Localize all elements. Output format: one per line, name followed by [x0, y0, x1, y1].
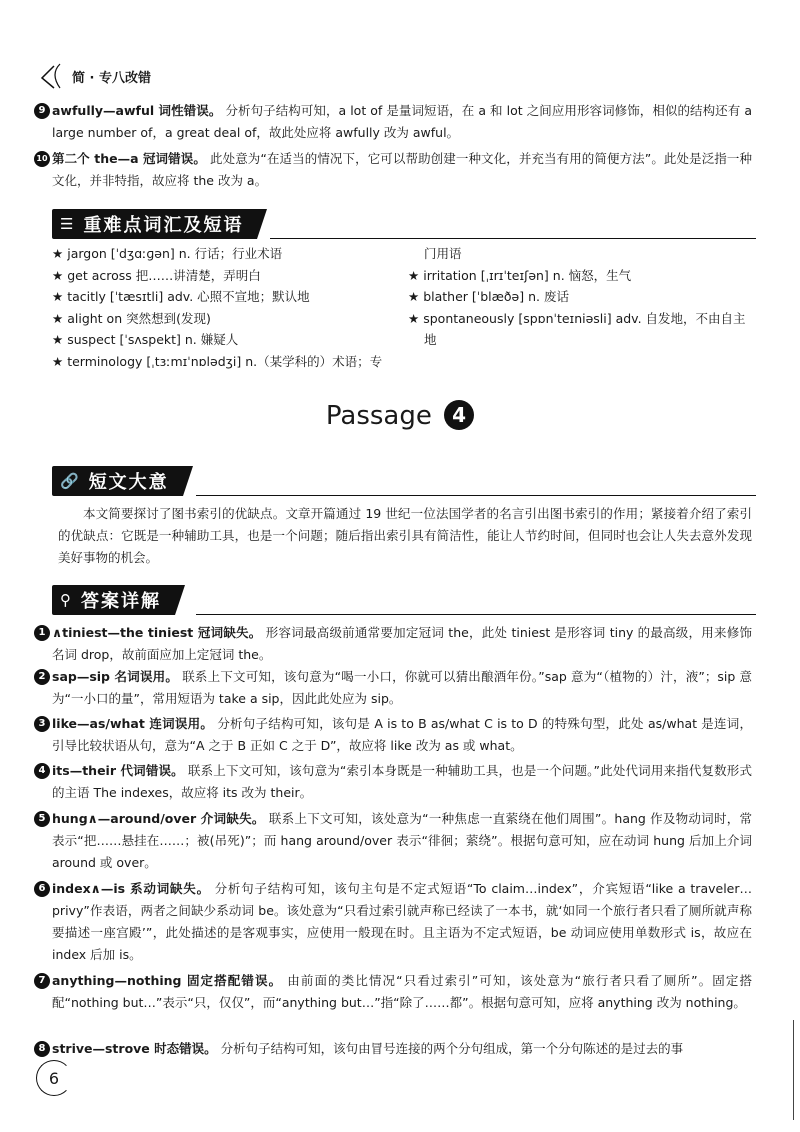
- item-number-badge: 2: [34, 669, 50, 685]
- vocab-entry: ★ jargon [ˈdʒɑːɡən] n. 行话；行业术语: [52, 246, 283, 261]
- passage-label: Passage: [325, 401, 432, 431]
- answer-item-1: [38, 622, 752, 666]
- item-body: 联系上下文可知，该句意为“喝一小口，你就可以猜出酿酒年份。”sap 意为“（植物的）汁，液”；sip 意为“一小口的量”，常用短语为 take a sip，因此此处应为 sip。: [52, 669, 752, 706]
- answer-item-8: [38, 1038, 752, 1060]
- item-title: like—as/what 连词误用。: [52, 716, 214, 731]
- page-number: 6: [36, 1060, 72, 1096]
- item-title: anything—nothing 固定搭配错误。: [52, 973, 283, 988]
- magnifier-icon: ⚲: [60, 591, 73, 609]
- item-number-badge: 7: [34, 973, 50, 989]
- vocab-entry: ★ alight on 突然想到(发现): [52, 310, 211, 326]
- passage-heading: [0, 400, 800, 431]
- item-body: 分析句子结构可知，该句由冒号连接的两个分句组成，第一个分句陈述的是过去的事: [220, 1041, 684, 1056]
- section-title: 短文大意: [88, 472, 169, 493]
- section-title: 重难点词汇及短语: [83, 215, 244, 236]
- item-number-badge: 10: [34, 151, 50, 167]
- item-number-badge: 8: [34, 1041, 50, 1057]
- answer-item-7: [38, 970, 752, 1014]
- item-number-badge: 4: [34, 763, 50, 779]
- item-title: index∧—is 系动词缺失。: [52, 881, 210, 896]
- section-divider: [196, 495, 756, 496]
- margin-rule: [793, 1020, 794, 1120]
- vocab-left-column: [52, 243, 397, 372]
- answer-item-5: [38, 808, 752, 874]
- answer-item-9: [38, 100, 752, 144]
- item-body: 分析句子结构可知，该句主句是不定式短语“To claim…index”，介宾短语“like a traveler…privy”作表语，两者之间缺少系动词 be。该处意为“只看过索引就声称已经读了一本书，就‘如同一个旅行者只看了厕所就声称要描述一座宫殿’”，此处描述的是客观事实，应使用一般现在时。且主语为不定式短语，be 动词应使用单数形式 is，故应在 index 后加 is。: [52, 881, 752, 962]
- answer-item-10: [36, 148, 752, 192]
- answer-item-2: [38, 666, 752, 710]
- vocab-right-column: [408, 243, 758, 351]
- item-title: awfully—awful 词性错误。: [52, 103, 222, 118]
- vocab-entry: ★ tacitly [ˈtæsɪtli] adv. 心照不宣地；默认地: [52, 289, 310, 304]
- item-body: 联系上下文可知，该处意为“一种焦虑一直萦绕在他们周围”。hang 作及物动词时，常表示“把……悬挂在……；被(吊死)”；而 hang around/over 表示“徘徊；萦绕”。根据句意可知，应在动词 hung 后加上介词 around 或 over。: [52, 811, 752, 870]
- item-body: 联系上下文可知，该句意为“索引本身既是一种辅助工具，也是一个问题。”此处代词用来指代复数形式的主语 The indexes，故应将 its 改为 their。: [52, 763, 752, 800]
- item-title: hung∧—around/over 介词缺失。: [52, 811, 265, 826]
- item-number-badge: 9: [34, 103, 50, 119]
- item-number-badge: 3: [34, 716, 50, 732]
- item-title: sap—sip 名词误用。: [52, 669, 179, 684]
- vocab-entry: ★ get across 把……讲清楚，弄明白: [52, 267, 261, 283]
- item-number-badge: 6: [34, 881, 50, 897]
- item-body: 由前面的类比情况“只看过索引”可知，该处意为“旅行者只看了厕所”。固定搭配“nothing but…”表示“只，仅仅”，而“anything but…”指“除了……都”。根据句意可知，应将 anything 改为 nothing。: [52, 973, 752, 1010]
- page-corner-icon: [36, 62, 70, 90]
- vocab-entry: ★ blather [ˈblæðə] n. 废话: [408, 289, 569, 304]
- section-divider: [196, 614, 756, 615]
- section-title: 答案详解: [81, 591, 161, 612]
- item-body: 分析句子结构可知，该句是 A is to B as/what C is to D 的特殊句型，此处 as/what 是连词，引导比较状语从句，意为“A 之于 B 正如 C 之于 D”，故应将 like 改为 as 或 what。: [52, 716, 752, 753]
- list-icon: ☰: [60, 215, 76, 233]
- item-title: 第二个 the—a 冠词错误。: [52, 151, 206, 166]
- answer-item-6: [38, 878, 752, 966]
- answer-item-3: [38, 713, 752, 757]
- passage-number-badge: 4: [444, 400, 474, 430]
- item-number-badge: 1: [34, 625, 50, 641]
- running-header: [36, 62, 151, 90]
- link-icon: 🔗: [60, 472, 81, 490]
- answer-item-4: [38, 760, 752, 804]
- summary-section-banner: [52, 466, 193, 496]
- item-body: 分析句子结构可知，a lot of 是量词短语，在 a 和 lot 之间应用形容词修饰，相似的结构还有 a large number of，a great deal of，故此处应将 awfully 改为 awful。: [52, 103, 752, 140]
- header-title: 简 · 专八改错: [72, 70, 151, 86]
- vocab-entry: ★ terminology [ˌtɜːmɪˈnɒlədʒi] n.（某学科的）术语；专: [52, 353, 383, 369]
- vocab-entry: ★ spontaneously [spɒnˈteɪniəsli] adv. 自发地，不由自主地: [408, 310, 746, 347]
- answers-section-banner: [52, 585, 185, 615]
- vocab-entry: ★ suspect [ˈsʌspekt] n. 嫌疑人: [52, 332, 239, 347]
- vocab-entry: ★ irritation [ˌɪrɪˈteɪʃən] n. 恼怒，生气: [408, 267, 632, 283]
- section-divider: [270, 238, 756, 239]
- vocab-section-banner: [52, 209, 267, 239]
- item-title: its—their 代词错误。: [52, 763, 184, 778]
- item-number-badge: 5: [34, 811, 50, 827]
- item-body: 形容词最高级前通常要加定冠词 the，此处 tiniest 是形容词 tiny 的最高级，用来修饰名词 drop，故前面应加上定冠词 the。: [52, 625, 752, 662]
- item-title: ∧tiniest—the tiniest 冠词缺失。: [52, 625, 262, 640]
- summary-paragraph: 本文简要探讨了图书索引的优缺点。文章开篇通过 19 世纪一位法国学者的名言引出图书索引的作用；紧接着介绍了索引的优缺点：它既是一种辅助工具，也是一个问题；随后指出索引具有简洁性，能让人节约时间，但同时也会让人失去意外发现美好事物的机会。: [58, 506, 752, 565]
- item-body: 此处意为“在适当的情况下，它可以帮助创建一种文化，并充当有用的简便方法”。此处是泛指一种文化，并非特指，故应将 the 改为 a。: [52, 151, 752, 188]
- vocab-continuation: 门用语: [424, 246, 462, 261]
- item-title: strive—strove 时态错误。: [52, 1041, 217, 1056]
